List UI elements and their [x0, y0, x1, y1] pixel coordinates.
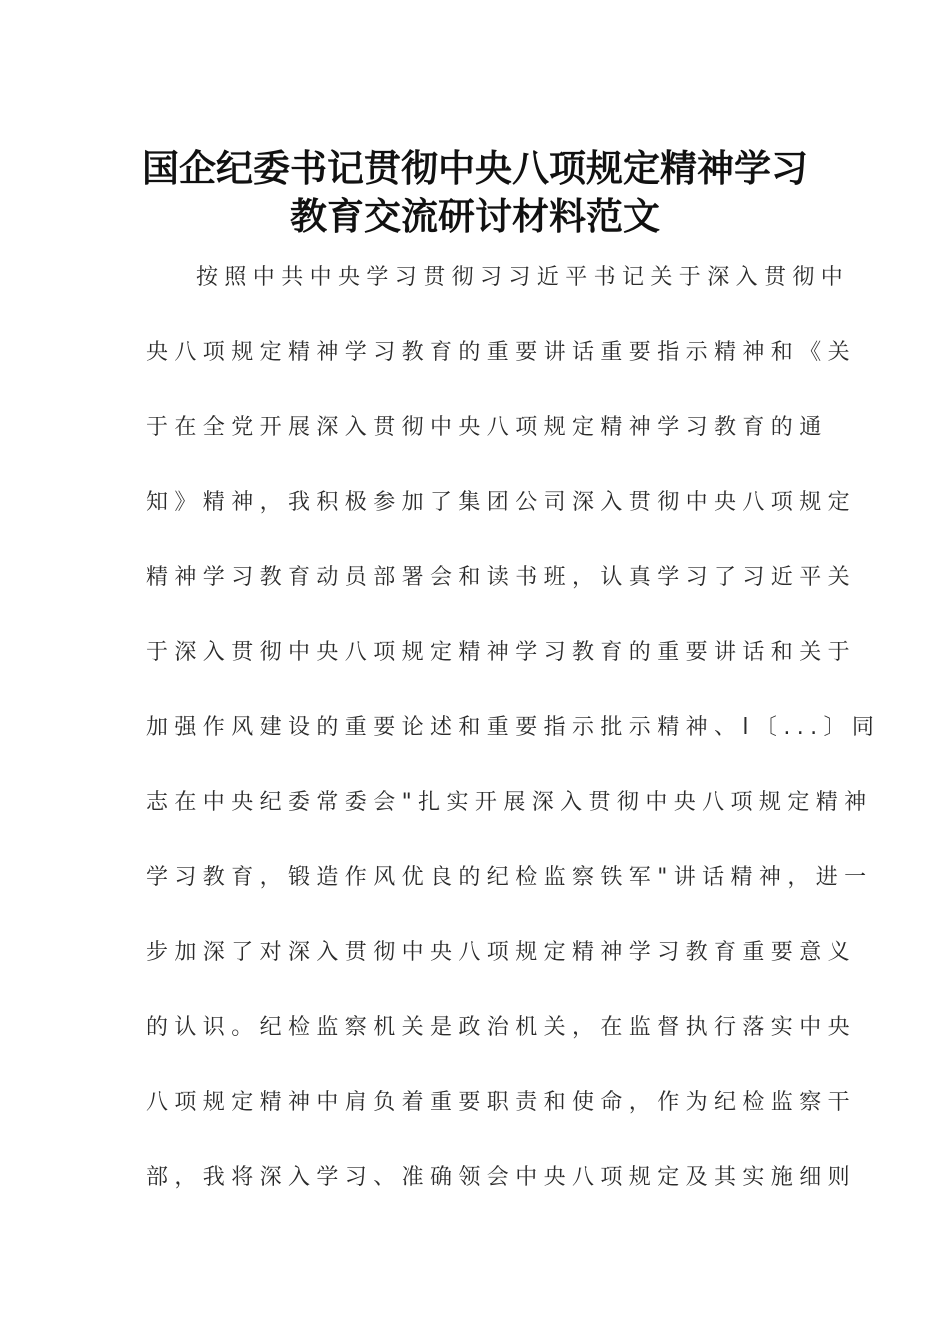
- body-text-line: 学习教育，锻造作风优良的纪检监察铁军"讲话精神，进一: [146, 865, 873, 890]
- document-title-line-2: 教育交流研讨材料范文: [290, 194, 660, 238]
- body-text-line: 精神学习教育动员部署会和读书班，认真学习了习近平关: [146, 565, 857, 590]
- body-text-line: 央八项规定精神学习教育的重要讲话重要指示精神和《关: [146, 340, 857, 365]
- body-text-line: 部，我将深入学习、准确领会中央八项规定及其实施细则: [146, 1165, 857, 1190]
- body-text-line: 于深入贯彻中央八项规定精神学习教育的重要讲话和关于: [146, 640, 857, 665]
- body-text-line: 的认识。纪检监察机关是政治机关，在监督执行落实中央: [146, 1015, 857, 1040]
- body-text-line: 步加深了对深入贯彻中央八项规定精神学习教育重要意义: [146, 940, 857, 965]
- body-text-line: 志在中央纪委常委会"扎实开展深入贯彻中央八项规定精神: [146, 790, 873, 815]
- body-text-line: 加强作风建设的重要论述和重要指示批示精神、l〔...〕同: [146, 715, 881, 740]
- body-text-line: 按照中共中央学习贯彻习习近平书记关于深入贯彻中: [196, 265, 850, 290]
- document-title-line-1: 国企纪委书记贯彻中央八项规定精神学习: [142, 146, 808, 190]
- body-text-line: 知》精神，我积极参加了集团公司深入贯彻中央八项规定: [146, 490, 857, 515]
- body-text-line: 于在全党开展深入贯彻中央八项规定精神学习教育的通: [146, 415, 828, 440]
- body-text-line: 八项规定精神中肩负着重要职责和使命，作为纪检监察干: [146, 1090, 857, 1115]
